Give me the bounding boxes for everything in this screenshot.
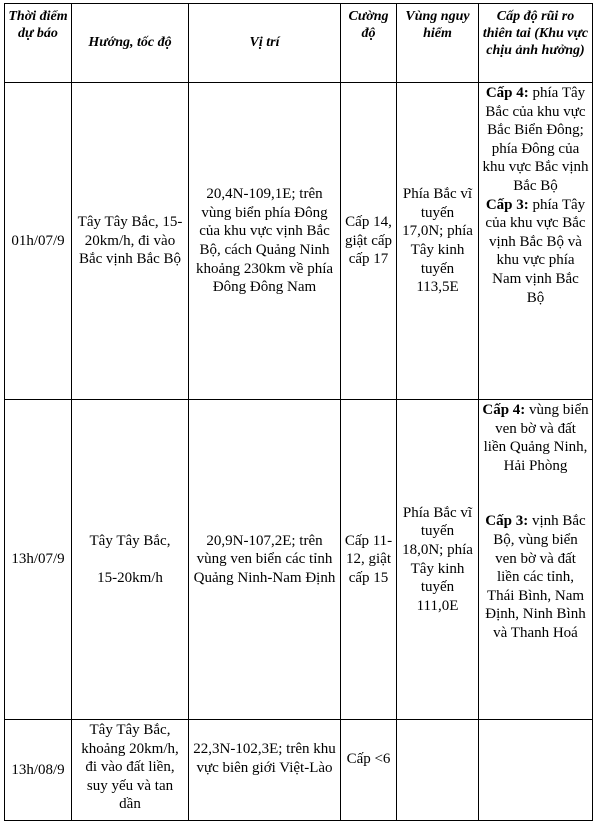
cell-intensity: Cấp 11-12, giật cấp 15 (341, 400, 397, 720)
risk-area-text: phía Tây của khu vực Bắc vịnh Bắc Bộ và khu vực phía Nam vịnh Bắc Bộ (485, 196, 586, 306)
table-header-row (5, 4, 593, 83)
forecast-table-container (4, 3, 592, 821)
header-intensity: Cường độ (341, 4, 397, 83)
cell-danger-zone: Phía Bắc vĩ tuyến 17,0N; phía Tây kinh tuyến 113,5E (397, 83, 479, 400)
header-risk-level: Cấp độ rũi ro thiên tai (Khu vực chịu ảnh hưởng) (479, 4, 593, 83)
cell-position: 20,9N-107,2E; trên vùng ven biển các tỉnh Quảng Ninh-Nam Định (189, 400, 341, 720)
header-position: Vị trí (189, 4, 341, 83)
direction-line: 15-20km/h (97, 569, 163, 586)
table-row (5, 400, 593, 720)
risk-entry (482, 401, 589, 475)
cell-danger-zone: Phía Bắc vĩ tuyến 18,0N; phía Tây kinh tuyến 111,0E (397, 400, 479, 720)
direction-line: Tây Tây Bắc, (89, 532, 171, 549)
risk-area-text: vịnh Bắc Bộ, vùng biển ven bờ và đất liền các tỉnh, Thái Bình, Nam Định, Ninh Bình và Thanh Hoá (485, 513, 586, 641)
table-row (5, 83, 593, 400)
cell-intensity: Cấp <6 (341, 720, 397, 821)
risk-level-label: Cấp 4: (485, 85, 529, 101)
cell-direction (72, 400, 189, 720)
cell-direction: Tây Tây Bắc, 15-20km/h, đi vào Bắc vịnh Bắc Bộ (72, 83, 189, 400)
cell-position: 20,4N-109,1E; trên vùng biển phía Đông của khu vực vịnh Bắc Bộ, cách Quảng Ninh khoảng 230km về phía Đông Đông Nam (189, 83, 341, 400)
cell-risk-level (479, 720, 593, 821)
risk-entry (482, 512, 589, 642)
cell-time: 13h/08/9 (5, 720, 72, 821)
risk-area-text: vùng biển ven bờ và đất liền Quảng Ninh, Hải Phòng (483, 402, 589, 474)
cell-risk-level (479, 83, 593, 400)
cell-direction: Tây Tây Bắc, khoảng 20km/h, đi vào đất liền, suy yếu và tan dần (72, 720, 189, 821)
risk-area-text: phía Tây Bắc của khu vực Bắc Biển Đông; phía Đông của khu vực Bắc vịnh Bắc Bộ (482, 85, 589, 194)
storm-forecast-table (4, 3, 593, 821)
risk-level-label: Cấp 3: (485, 196, 529, 213)
risk-level-label: Cấp 4: (482, 402, 526, 418)
cell-intensity: Cấp 14, giật cấp cấp 17 (341, 83, 397, 400)
cell-position: 22,3N-102,3E; trên khu vực biên giới Việt-Lào (189, 720, 341, 821)
header-time: Thời điểm dự báo (5, 4, 72, 83)
cell-risk-level (479, 400, 593, 720)
header-direction: Hướng, tốc độ (72, 4, 189, 83)
table-row (5, 720, 593, 821)
risk-entry (482, 84, 589, 196)
header-danger-zone: Vùng nguy hiểm (397, 4, 479, 83)
risk-entry (482, 196, 589, 308)
cell-time: 01h/07/9 (5, 83, 72, 400)
cell-time: 13h/07/9 (5, 400, 72, 720)
cell-danger-zone (397, 720, 479, 821)
risk-level-label: Cấp 3: (485, 513, 529, 530)
